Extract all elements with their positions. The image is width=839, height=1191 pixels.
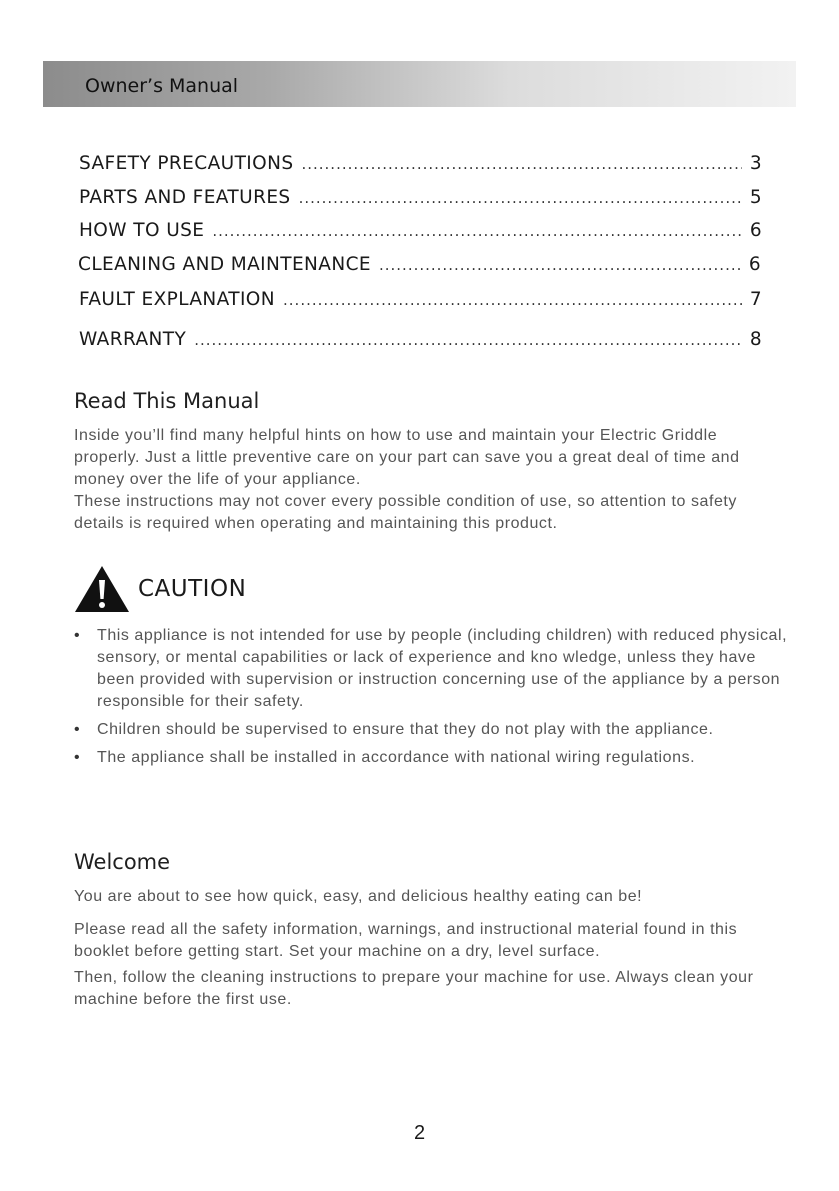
header-title: Owner’s Manual (85, 75, 239, 97)
toc-leader-dots (379, 256, 741, 274)
bullet-icon: • (74, 721, 81, 738)
toc-leader-dots (212, 222, 741, 240)
header-bar (43, 61, 796, 107)
list-item (74, 747, 794, 769)
toc-entry-title: WARRANTY (79, 329, 187, 350)
welcome-heading: Welcome (74, 850, 171, 874)
toc-entry-title: FAULT EXPLANATION (79, 289, 276, 310)
list-item-text: The appliance shall be installed in accordance with national wiring regulations. (97, 749, 696, 766)
toc-entry-page: 3 (749, 153, 762, 174)
toc-entry-page: 5 (749, 187, 762, 208)
welcome-paragraph: Then, follow the cleaning instructions to prepare your machine for use. Always clean your machine before the first use. (74, 969, 754, 1008)
toc-entry-page: 6 (749, 220, 762, 241)
toc-entry-how-to-use[interactable] (79, 220, 762, 241)
toc-leader-dots (301, 155, 741, 173)
read-manual-paragraph: These instructions may not cover every possible condition of use, so attention to safety details is required when operating and maintaining this product. (74, 493, 737, 532)
toc-entry-title: SAFETY PRECAUTIONS (79, 153, 294, 174)
toc-entry-title: CLEANING AND MAINTENANCE (78, 254, 371, 275)
list-item (74, 625, 794, 713)
toc-entry-parts-and-features[interactable] (79, 187, 762, 208)
bullet-icon: • (74, 627, 81, 644)
page-number: 2 (413, 1122, 426, 1144)
caution-list (74, 625, 794, 775)
bullet-icon: • (74, 749, 81, 766)
welcome-paragraph: You are about to see how quick, easy, and delicious healthy eating can be! (74, 888, 643, 905)
read-manual-heading: Read This Manual (74, 389, 260, 413)
toc-entry-cleaning-and-maintenance[interactable] (78, 254, 761, 275)
toc-entry-page: 8 (749, 329, 762, 350)
toc-entry-page: 6 (748, 254, 761, 275)
toc-leader-dots (283, 291, 742, 309)
toc-entry-title: HOW TO USE (79, 220, 205, 241)
toc-entry-title: PARTS AND FEATURES (79, 187, 291, 208)
toc-leader-dots (194, 331, 742, 349)
read-manual-paragraph: Inside you’ll find many helpful hints on how to use and maintain your Electric Griddle properly. Just a little preventive care on your part can save you a great deal of time and money over the life of your appliance. (74, 427, 740, 488)
warning-triangle-icon (74, 565, 130, 613)
list-item-text: This appliance is not intended for use by people (including children) with reduced physical, sensory, or mental capabilities or lack of experience and kno wledge, unless they have been provided with supervision or instruction concerning use of the appliance by a person responsible for their safety. (97, 627, 788, 710)
list-item-text: Children should be supervised to ensure that they do not play with the appliance. (97, 721, 714, 738)
toc-entry-fault-explanation[interactable] (79, 289, 762, 310)
toc-leader-dots (299, 189, 742, 207)
caution-title: CAUTION (138, 576, 247, 602)
list-item (74, 719, 794, 741)
toc-entry-warranty[interactable] (79, 329, 762, 350)
toc-entry-safety-precautions[interactable] (79, 153, 762, 174)
welcome-paragraph: Please read all the safety information, warnings, and instructional material found in this booklet before getting start. Set your machine on a dry, level surface. (74, 921, 738, 960)
toc-entry-page: 7 (749, 289, 762, 310)
